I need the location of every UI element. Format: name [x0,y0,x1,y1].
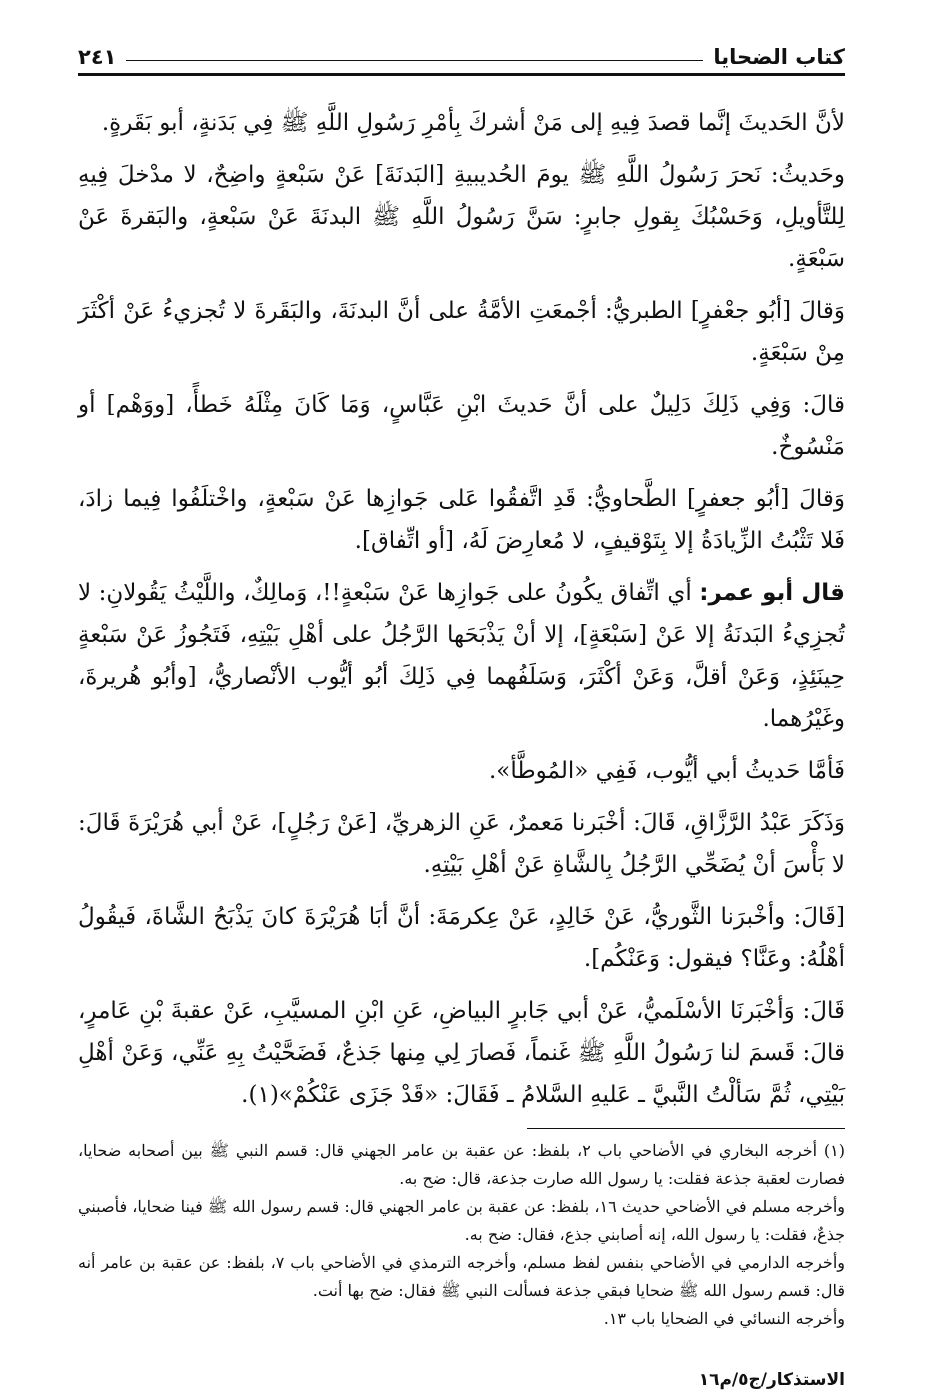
signature-mark: الاستذكار/ج٥/م١٦ [698,1370,845,1390]
paragraph: وَقالَ [أبُو جعفرٍ] الطَّحاويُّ: قَدِ اتَّفقُوا عَلى جَوازِها عَنْ سَبْعةٍ، واخْتلَفُوا فِيما زادَ، فَلا تَثْبُتُ الزِّيادَةُ إلا بِتَوْقيفٍ، لا مُعارِضَ لَهُ، [أو اتِّفاق]. [78,486,845,554]
footnote: (١) أخرجه البخاري في الأضاحي باب ٢، بلفظ: عن عقبة بن عامر الجهني قال: قسم النبي ﷺ بين أصحابه ضحايا، فصارت لعقبة جذعة فقلت: يا رسول الله صارت جذعة، قال: ضح به. [78,1141,846,1188]
main-text [78,102,845,1116]
header-rule [126,60,703,61]
paragraph: وَقالَ [أبُو جعْفرٍ] الطبريُّ: أجْمعَتِ الأمَّةُ على أنَّ البدنَةَ، والبَقَرةَ لا تُجزيءُ عَنْ أكْثَرَ مِنْ سَبْعَةٍ. [78,298,845,366]
speaker-lead: قال أبو عمر: [699,580,845,606]
paragraph: وحَديثُ: نَحرَ رَسُولُ اللَّهِ ﷺ يومَ الحُديبيةِ [البَدنَةَ] عَنْ سَبْعةٍ واضِحٌ، لا مدْخلَ فِيهِ لِلتَّأويلِ، وَحَسْبُكَ بِقولِ جابرٍ: سَنَّ رَسُولُ اللَّهِ ﷺ البدنَةَ عَنْ سَبْعةٍ، والبَقرةَ عَنْ سَبْعَةٍ. [78,162,845,272]
footnote-separator [527,1128,845,1129]
paragraph: قَالَ: وَأخْبَرنَا الأسْلَميُّ، عَنْ أبي جَابرٍ البياضِ، عَنِ ابْنِ المسيَّبِ، عَنْ عقبةَ بْنِ عَامرٍ، قالَ: قَسمَ لنا رَسُولُ اللَّهِ ﷺ غَنماً، فَصارَ لِي مِنها جَذعٌ، فَضَحَّيْتُ بِهِ عَنِّي، وَعَنْ أهْلِ بَيْتِي، ثُمَّ سَألْتُ النَّبيَّ ـ عَليهِ السَّلامُ ـ فَقَالَ: «قَدْ جَزَى عَنْكُمْ»(١). [78,998,845,1108]
book-title: كتاب الضحايا [713,45,845,69]
paragraph: لأنَّ الحَديثَ إنَّما قصدَ فِيهِ إلى مَنْ أشركَ بِأمْرِ رَسُولِ اللَّهِ ﷺ فِي بَدَنةٍ، أبو بَقَرةٍ. [101,110,845,136]
footnote: وأخرجه مسلم في الأضاحي حديث ١٦، بلفظ: عن عقبة بن عامر الجهني قال: قسم رسول الله ﷺ فينا ضحايا، فأصبني جذعٌ، فقلت: يا رسول الله، إنه أصابني جذع، فقال: ضح به. [78,1197,846,1244]
footnote: وأخرجه الدارمي في الأضاحي بنفس لفظ مسلم، وأخرجه الترمذي في الأضاحي باب ٧، بلفظ: عن عقبة بن عامر أنه قال: قسم رسول الله ﷺ ضحايا فبقي جذعة فسألت النبي ﷺ فقال: ضح بها أنت. [78,1253,845,1300]
footnote: وأخرجه النسائي في الضحايا باب ١٣. [603,1309,845,1328]
page [78,30,845,1392]
page-number: ٢٤١ [78,45,117,69]
paragraph: [قَالَ: وأخْبرَنا الثَّوريُّ، عَنْ خَالِدٍ، عَنْ عِكرمَةَ: أنَّ أبَا هُرَيْرَةَ كانَ يَذْبَحُ الشَّاةَ، فَيقُولُ أهْلُهُ: وعَنَّا؟ فيقول: وَعَنْكُم]. [78,904,845,972]
running-header [78,30,845,76]
paragraph: فَأمَّا حَديثُ أبي أيُّوب، فَفِي «المُوطَّأ». [488,758,845,784]
footnotes [78,1137,845,1333]
paragraph: وَذَكَرَ عَبْدُ الرَّزَّاقِ، قَالَ: أخْبَرنا مَعمرٌ، عَنِ الزهريِّ، [عَنْ رَجُلٍ]، عَنْ أبي هُرَيْرَةَ قَالَ: لا بَأْسَ أنْ يُضَحِّي الرَّجُلُ بِالشَّاةِ عَنْ أهْلِ بَيْتِهِ. [78,810,845,878]
paragraph: قال أبو عمر: أي اتِّفاق يكُونُ على جَوازِها عَنْ سَبْعةٍ!!، وَمالِكٌ، واللَّيْثُ يَقُولانِ: لا تُجزِيءُ البَدنَةُ إلا عَنْ [سَبْعَةٍ]، إلا أنْ يَذْبَحَها الرَّجُلُ على أهْلِ بَيْتِهِ، فَتَجُوزُ عَنْ سَبْعةٍ حِينَئِذٍ، وَعَنْ أقلَّ، وَعَنْ أكْثَرَ، وَسَلَفُهما فِي ذَلِكَ أبُو أيُّوب الأنْصاريُّ، [وأبُو هُريرةَ، وغَيْرُهما. [78,580,845,732]
paragraph: قالَ: وَفِي ذَلِكَ دَلِيلٌ على أنَّ حَديثَ ابْنِ عَبَّاسٍ، وَمَا كَانَ مِثْلَهُ خَطأً، [ووَهْم] أو مَنْسُوخٌ. [78,392,845,460]
